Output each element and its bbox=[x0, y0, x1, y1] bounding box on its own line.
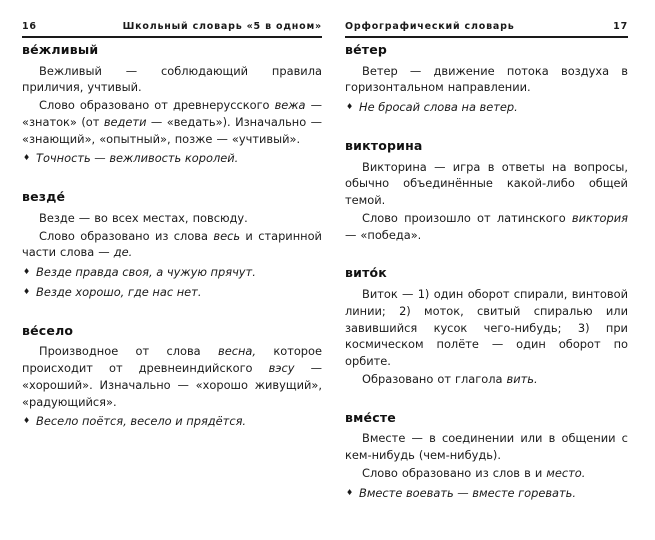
entry-headword: вито́к bbox=[345, 265, 387, 281]
entry-example: ♦ Не бросай слова на ветер. bbox=[346, 100, 518, 115]
header-rule-left bbox=[22, 36, 322, 38]
dictionary-entry bbox=[22, 42, 322, 167]
entry-example: ♦ Точность — вежливость королей. bbox=[23, 151, 239, 166]
folio-right: 17 bbox=[613, 21, 628, 32]
dictionary-entry bbox=[345, 265, 628, 387]
entry-headword: вме́сте bbox=[345, 409, 396, 425]
entry-example: ♦ Вместе воевать — вместе горевать. bbox=[346, 485, 577, 500]
entry-headword: ве́тер bbox=[345, 42, 388, 57]
entry-example: ♦ Везде правда своя, а чужую прячут. bbox=[23, 265, 256, 280]
entry-headword: ве́жливый bbox=[22, 42, 99, 57]
column-left bbox=[22, 42, 322, 431]
diamond-bullet-icon: ♦ bbox=[23, 286, 31, 296]
dictionary-entry bbox=[345, 410, 628, 502]
diamond-bullet-icon: ♦ bbox=[23, 416, 31, 426]
dictionary-entry bbox=[345, 42, 628, 116]
folio-left: 16 bbox=[22, 21, 37, 32]
definition-paragraph: Производное от слова весна, которое происходит от древнеиндийского вэсу — «хороший». Изначально — «хорошо живущий», «радующийся». bbox=[22, 344, 323, 409]
definition-paragraph: Образовано от глагола вить. bbox=[362, 371, 538, 386]
running-heads bbox=[0, 21, 655, 43]
diamond-bullet-icon: ♦ bbox=[23, 153, 31, 163]
dictionary-entry bbox=[22, 323, 322, 430]
entry-headword: ве́село bbox=[22, 322, 74, 338]
definition-paragraph: Вежливый — соблюдающий правила приличия, учтивый. bbox=[22, 63, 322, 95]
definition-paragraph: Виток — 1) один оборот спирали, винтовой линии; 2) моток, свитый спиралью или завившийся кусок чего-нибудь; 3) при космическом полёте — один оборот по орбите. bbox=[345, 287, 629, 369]
entry-headword: викторина bbox=[345, 137, 423, 153]
running-title-right: Орфографический словарь bbox=[345, 21, 515, 32]
entry-example: ♦ Везде хорошо, где нас нет. bbox=[23, 284, 202, 299]
entry-headword: везде́ bbox=[22, 189, 66, 205]
definition-paragraph: Вместе — в соединении или в общении с кем-нибудь (чем-нибудь). bbox=[345, 431, 628, 462]
column-right bbox=[345, 42, 628, 502]
definition-paragraph: Везде — во всех местах, повсюду. bbox=[39, 210, 248, 225]
definition-paragraph: Слово образовано от древнерусского вежа — «знаток» (от ведети — «ведать»). Изначально — «знающий», «опытный», позже — «учтивый». bbox=[22, 98, 323, 146]
diamond-bullet-icon: ♦ bbox=[346, 102, 354, 112]
definition-paragraph: Слово образовано из слова весь и старинной части слова — де. bbox=[22, 228, 322, 260]
dictionary-entry bbox=[22, 189, 322, 300]
diamond-bullet-icon: ♦ bbox=[23, 267, 31, 277]
entry-example: ♦ Весело поётся, весело и прядётся. bbox=[23, 414, 247, 429]
definition-paragraph: Слово образовано из слов в и место. bbox=[362, 465, 586, 480]
running-title-left: Школьный словарь «5 в одном» bbox=[122, 21, 322, 32]
definition-paragraph: Викторина — игра в ответы на вопросы, обычно объединённые какой-либо общей темой. bbox=[345, 159, 628, 208]
definition-paragraph: Ветер — движение потока воздуха в горизонтальном направлении. bbox=[345, 63, 628, 95]
diamond-bullet-icon: ♦ bbox=[346, 487, 354, 497]
header-rule-right bbox=[345, 36, 628, 38]
definition-paragraph: Слово произошло от латинского виктория — «победа». bbox=[345, 210, 628, 242]
dictionary-entry bbox=[345, 138, 628, 243]
